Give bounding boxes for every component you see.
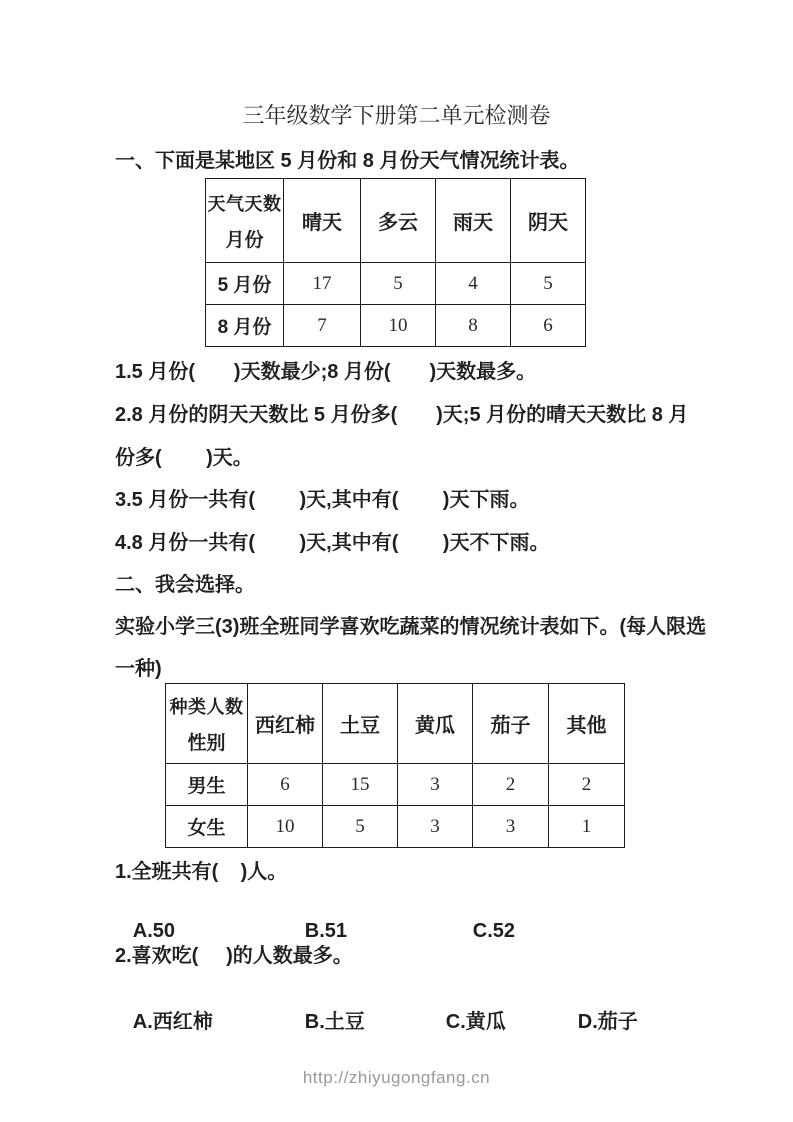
table-cell: 6: [248, 764, 323, 806]
option-b: B.土豆: [304, 1011, 365, 1033]
corner-top-label: 种类人数: [169, 696, 244, 717]
table-row: [206, 263, 586, 305]
section2-intro-line2: 一种): [115, 658, 162, 680]
table-row: [166, 764, 625, 806]
table-cell: 15: [323, 764, 398, 806]
table-row: [166, 806, 625, 848]
question-4: 4.8 月份一共有( )天,其中有( )天不下雨。: [115, 532, 550, 554]
question-3: 3.5 月份一共有( )天,其中有( )天下雨。: [115, 489, 530, 511]
column-header: 雨天: [436, 179, 511, 263]
table-cell: 3: [473, 806, 549, 848]
table-cell: 10: [248, 806, 323, 848]
table-cell: 1: [549, 806, 625, 848]
row-label: 5 月份: [206, 263, 284, 305]
table-cell: 10: [361, 305, 436, 347]
weather-table: [205, 178, 586, 347]
column-header: 茄子: [473, 684, 549, 764]
table-cell: 17: [284, 263, 361, 305]
corner-header-cell: [206, 179, 284, 263]
section2-question-1: 1.全班共有( )人。: [115, 861, 288, 883]
column-header: 其他: [549, 684, 625, 764]
column-header: 黄瓜: [398, 684, 473, 764]
column-header: 阴天: [511, 179, 586, 263]
option-d: D.茄子: [577, 1011, 638, 1033]
column-header: 多云: [361, 179, 436, 263]
row-label: 8 月份: [206, 305, 284, 347]
question-2-line2: 份多( )天。: [115, 447, 253, 469]
table-row: [206, 305, 586, 347]
option-c: C.52: [472, 920, 516, 942]
table-cell: 8: [436, 305, 511, 347]
column-header: 西红柿: [248, 684, 323, 764]
section2-q2-options: [115, 987, 638, 1052]
option-a: A.西红柿: [132, 1011, 213, 1033]
table-cell: 5: [361, 263, 436, 305]
corner-bottom-label: 性别: [187, 732, 226, 754]
column-header: 晴天: [284, 179, 361, 263]
table-cell: 3: [398, 806, 473, 848]
table-cell: 4: [436, 263, 511, 305]
table-header-row: [166, 684, 625, 764]
option-a: A.50: [132, 920, 176, 942]
corner-top-label: 天气天数: [207, 193, 282, 214]
table-cell: 2: [473, 764, 549, 806]
row-label: 男生: [166, 764, 248, 806]
question-2-line1: 2.8 月份的阴天天数比 5 月份多( )天;5 月份的晴天天数比 8 月: [115, 404, 689, 426]
page-title: 三年级数学下册第二单元检测卷: [242, 103, 551, 128]
option-c: C.黄瓜: [445, 1011, 506, 1033]
section2-heading: 二、我会选择。: [115, 574, 255, 596]
table-cell: 3: [398, 764, 473, 806]
option-b: B.51: [304, 920, 348, 942]
corner-bottom-label: 月份: [225, 229, 264, 251]
question-1: 1.5 月份( )天数最少;8 月份( )天数最多。: [115, 361, 537, 383]
table-cell: 7: [284, 305, 361, 347]
table-header-row: [206, 179, 586, 263]
section2-question-2: 2.喜欢吃( )的人数最多。: [115, 945, 353, 967]
row-label: 女生: [166, 806, 248, 848]
table-cell: 2: [549, 764, 625, 806]
table-cell: 5: [323, 806, 398, 848]
corner-header-cell: [166, 684, 248, 764]
column-header: 土豆: [323, 684, 398, 764]
table-cell: 6: [511, 305, 586, 347]
section2-intro-line1: 实验小学三(3)班全班同学喜欢吃蔬菜的情况统计表如下。(每人限选: [115, 616, 707, 638]
section1-heading: 一、下面是某地区 5 月份和 8 月份天气情况统计表。: [115, 150, 580, 172]
table-cell: 5: [511, 263, 586, 305]
vegetable-table: [165, 683, 625, 848]
footer-url: http://zhiyugongfang.cn: [302, 1068, 491, 1087]
